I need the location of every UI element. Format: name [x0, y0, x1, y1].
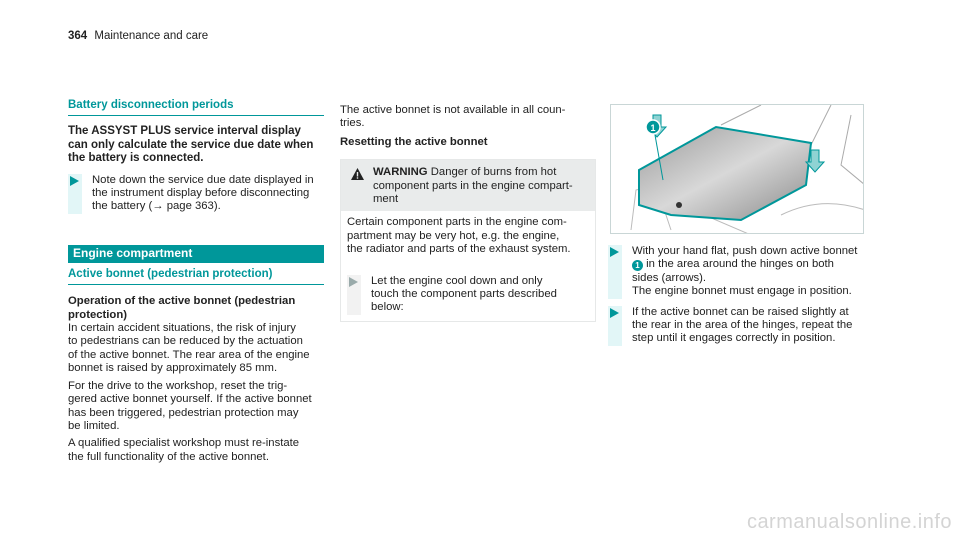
step-arrow-icon [349, 277, 358, 287]
specialist-text: A qualified specialist workshop must re-instate the full functionality of the active bonnet. [68, 437, 300, 463]
battery-step-text: Note down the service due date displayed in the instrument display before disconnecting the battery (→ page 363). [92, 173, 314, 213]
step1-text-a: With your hand flat, push down active bonnet [632, 245, 858, 257]
battery-note: The ASSYST PLUS service interval display can only calculate the service due date when the battery is connected. [68, 125, 314, 165]
repeat-step [608, 306, 866, 346]
battery-step [68, 174, 324, 214]
warning-label: WARNING [373, 166, 428, 179]
drive-text: For the drive to the workshop, reset the trig- gered active bonnet yourself. If the active bonnet has been triggered, pedestrian protection may be limited. [68, 379, 312, 432]
step-arrow-icon [610, 247, 619, 257]
middle-column [340, 104, 596, 322]
step-arrow-icon [610, 308, 619, 318]
step-arrow-icon [70, 176, 79, 186]
warning-step [347, 275, 589, 315]
warning-triangle-icon [351, 168, 364, 180]
reset-heading: Resetting the active bonnet [340, 135, 488, 148]
warning-body: Certain component parts in the engine com- partment may be very hot, e.g. the engine, the radiator and parts of the exhaust system. [347, 216, 571, 256]
availability-text: The active bonnet is not available in all coun- tries. [340, 104, 566, 130]
callout-1-badge: 1 [632, 260, 643, 271]
watermark: carmanualsonline.info [746, 510, 952, 533]
warning-title: Danger of burns from hot component parts in the engine compart- ment [373, 166, 573, 206]
warning-box [340, 159, 596, 322]
battery-heading: Battery disconnection periods [68, 99, 324, 116]
step1-text-b: in the area around the hinges on both sides (arrows). The engine bonnet must engage in position. [632, 258, 852, 298]
page-header [68, 30, 208, 43]
active-bonnet-heading: Active bonnet (pedestrian protection) [68, 268, 324, 285]
warning-header [341, 160, 595, 211]
push-bonnet-step [608, 245, 866, 299]
callout-1: 1 [650, 123, 656, 133]
page-number: 364 [68, 30, 88, 42]
operation-heading: Operation of the active bonnet (pedestrian protection) [68, 295, 296, 321]
engine-compartment-bar: Engine compartment [68, 245, 324, 263]
repeat-step-text: If the active bonnet can be raised slightly at the rear in the area of the hinges, repeat the step until it engages correctly in position. [632, 305, 853, 345]
left-column [68, 99, 324, 464]
car-bonnet-drawing [611, 105, 864, 234]
bonnet-illustration [610, 104, 864, 234]
warning-step-text: Let the engine cool down and only touch the component parts described below: [371, 274, 557, 314]
right-column [608, 245, 866, 346]
operation-text: In certain accident situations, the risk of injury to pedestrians can be reduced by the actuation of the active bonnet. The rear area of the engine bonnet is raised by approximately 85 mm. [68, 322, 310, 375]
section-title: Maintenance and care [94, 30, 209, 42]
